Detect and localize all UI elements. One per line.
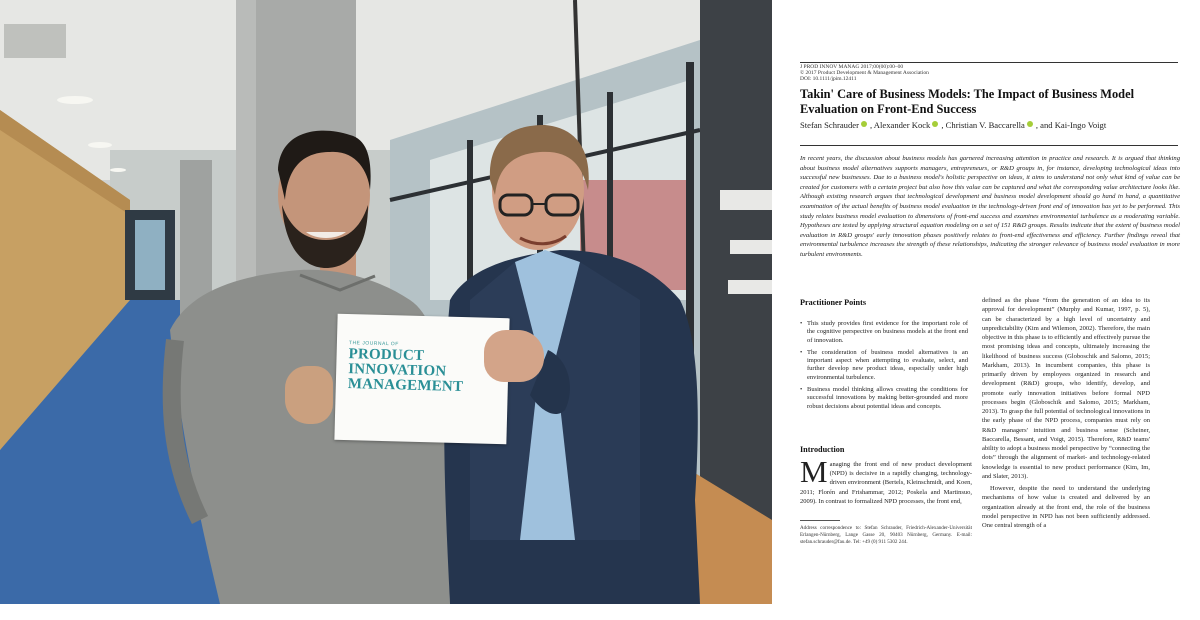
author-name: Stefan Schrauder [800, 120, 859, 130]
orcid-icon[interactable] [861, 121, 867, 127]
right-column [982, 296, 1150, 533]
hand-left [285, 366, 333, 424]
author-name: Alexander Kock [873, 120, 931, 130]
title-rule [800, 145, 1178, 146]
practitioner-heading: Practitioner Points [800, 298, 867, 307]
author-separator: , [941, 120, 944, 130]
orcid-icon[interactable] [932, 121, 938, 127]
paper-title: Takin' Care of Business Models: The Impact of Business Model Evaluation on Front-End Success [800, 87, 1135, 116]
abstract: In recent years, the discussion about business models has garnered increasing attention in practice and research. It is argued that thinking about business model alternatives supports managers, entrepreneurs, or R&D groups in, for instance, developing technological ideas into successful new businesses. Due to a business model's holistic perspective on ideas, it aims to understand not only what kind of value can be created for customers with a certain project but also how this value can be captured and what the corresponding value architecture looks like. Although existing research argues that technological development and business model development should go hand in hand, a quantitative examination of the actual benefits of business model evaluation in the technology-driven front end of innovation has yet to be performed. This study relates business model evaluation to dimensions of front-end success and examines environmental turbulence as a moderating variable. Hypotheses are tested by applying structural equation modeling on a set of 151 R&D groups. Results indicate that the extent of business model evaluation in R&D groups' early innovation phases positively relates to front-end effectiveness and efficiency. Further findings reveal that environmental turbulence increases the strength of these relationships, indicating the stronger relevance of business model evaluation in more turbulent environments. [800, 155, 1180, 258]
author-separator: , [1035, 120, 1038, 130]
footnote-rule [800, 520, 840, 521]
sign-line: INNOVATION [348, 361, 447, 380]
journal-sign [334, 314, 509, 444]
intro-body: anaging the front end of new product development (NPD) is decisive in a rapidly changing, technology-driven environment (Bertels, Kleinschmidt, and Koen, 2011; Florén and Frishammar, 2012; Poskela and Martinsuo, 2009). In contrast to formalized NPD processes, the front end, [800, 461, 972, 505]
intro-heading: Introduction [800, 445, 845, 454]
orcid-icon[interactable] [1027, 121, 1033, 127]
body-paragraph: However, despite the need to understand the underlying mechanisms of how value is created and delivered by an organization already at the front end, the role of the business model perspective in NPD has not been sufficiently addressed. One central strength of a [982, 485, 1150, 529]
author-name: Kai-Ingo Voigt [1054, 120, 1107, 130]
list-item: • This study provides first evidence for the important role of the cognitive perspective on business models at the front end of innovation. [800, 320, 968, 345]
author-separator: , [869, 120, 873, 130]
sign-title [348, 347, 464, 395]
journal-citation: J PROD INNOV MANAG 2017;00(00):00–00 [800, 64, 904, 70]
footnote: Address correspondence to: Stefan Schrauder, Friedrich-Alexander-Universität Erlangen-Nürnberg, Lange Gasse 20, 90403 Nürnberg, Germany. E-mail: stefan.schrauder@fau.de. Tel: +49 (0) 911 5302 244. [800, 525, 972, 545]
author-list [800, 120, 1180, 130]
sign-line: PRODUCT [348, 346, 425, 365]
practitioner-points [800, 320, 968, 415]
list-item: • Business model thinking allows creating the conditions for successful innovations by making better-grounded and more robust decisions about potential ideas and concepts. [800, 386, 968, 411]
sign-kicker: THE JOURNAL OF [348, 340, 399, 348]
list-item: • The consideration of business model alternatives is an important aspect when attempting to evaluate, select, and further develop new product ideas, especially under high environmental turbulence. [800, 349, 968, 382]
intro-text [800, 454, 972, 506]
drop-cap: M [800, 454, 828, 489]
hand-right [484, 330, 544, 382]
body-paragraph: defined as the phase “from the generation of an idea to its approval for development” (Murphy and Kumar, 1997, p. 5), can be characterized by a high level of uncertainty and unpredictability (Kim and Wilemon, 2002). Therefore, the main objective in this phase is to efficiently and effectively pursue the most promising ideas and concepts, ultimately increasing the likelihood of business success (Globoschik and Salomo, 2015; Markham, 2013). In incumbent companies, this phase is primarily driven by employees organized in research and development (R&D) groups, who identify, develop, and promote early innovation initiatives before formal NPD processes begin (Globoschik and Salomo, 2015; Markham, 2013). To grasp the full potential of technological innovations in the early phase of the NPD process, companies must rely on R&D managers' intuition and business sense (Scheiner, Baccarella, Bessant, and Voigt, 2015). Therefore, R&D teams' ability to adopt a business model perspective by “connecting the dots” through the alignment of market- and technology-related knowledge is essential to new product performance (Kim, Im, and Slater, 2013). [982, 297, 1150, 480]
paper-page [772, 0, 1200, 620]
copyright: © 2017 Product Development & Management Association [800, 70, 929, 76]
doi: DOI: 10.1111/jpim.12411 [800, 76, 857, 82]
author-and: and [1040, 120, 1053, 130]
author-name: Christian V. Baccarella [945, 120, 1025, 130]
header-rule [800, 62, 1178, 63]
sign-line: MANAGEMENT [347, 376, 464, 396]
